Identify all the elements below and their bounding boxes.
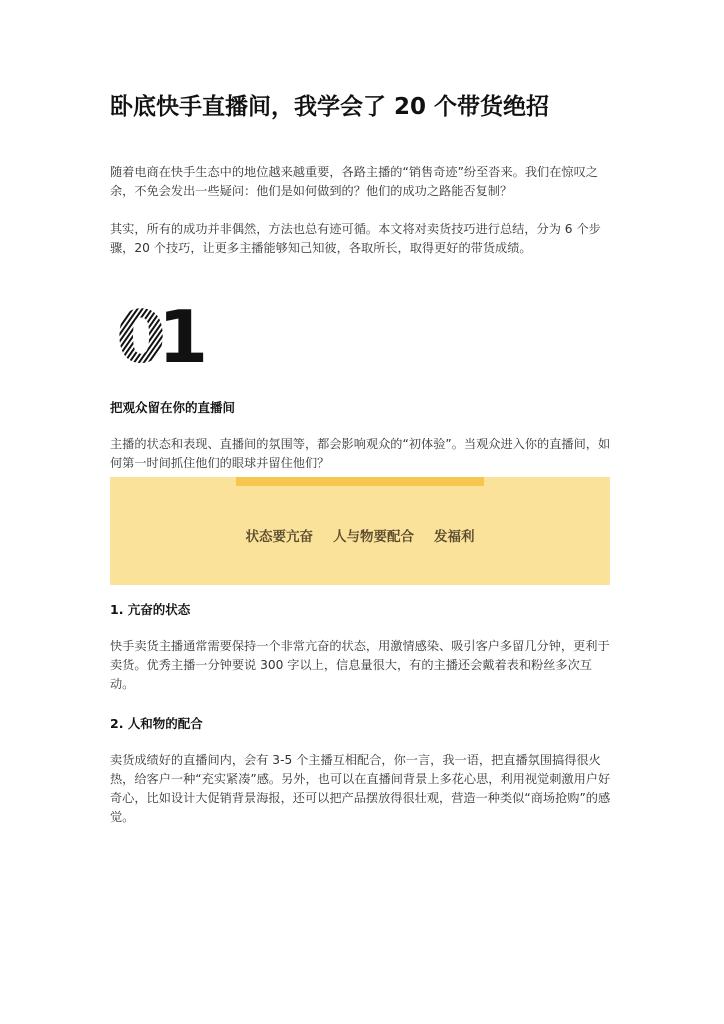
- banner-items: [110, 525, 610, 545]
- intro-paragraph-2: 其实，所有的成功并非偶然，方法也总有迹可循。本文将对卖货技巧进行总结，分为 6 个步骤，20 个技巧，让更多主播能够知己知彼，各取所长，取得更好的带货成绩。: [110, 222, 601, 255]
- section-heading: 把观众留在你的直播间: [110, 400, 236, 415]
- banner-item-2: 人与物要配合: [333, 529, 414, 545]
- tip-2-heading: 2. 人和物的配合: [110, 716, 203, 731]
- banner-stripe: [236, 477, 484, 486]
- banner-item-1: 状态要亢奋: [245, 529, 313, 545]
- section-intro: 主播的状态和表现、直播间的氛围等，都会影响观众的“初体验”。当观众进入你的直播间，如何第一时间抓住他们的眼球并留住他们？: [110, 437, 611, 470]
- article-title: 卧底快手直播间，我学会了 20 个带货绝招: [110, 94, 550, 120]
- section-number-01: [116, 295, 209, 379]
- section-number-graphic: [116, 295, 209, 379]
- tip-2-body: 卖货成绩好的直播间内，会有 3-5 个主播互相配合，你一言，我一语，把直播氛围搞得很火热，给客户一种“充实紧凑”感。另外，也可以在直播间背景上多花心思，利用视觉刺激用户好奇心，比如设计大促销背景海报，还可以把产品摆放得很壮观，营造一种类似“商场抢购”的感觉。: [110, 753, 611, 824]
- highlights-banner: [110, 477, 610, 585]
- banner-item-3: 发福利: [434, 529, 475, 545]
- intro-paragraph-1: 随着电商在快手生态中的地位越来越重要，各路主播的“销售奇迹”纷至沓来。我们在惊叹之余，不免会发出一些疑问：他们是如何做到的？他们的成功之路能否复制？: [110, 165, 598, 198]
- section-number-one: 1: [158, 295, 209, 379]
- tip-1-heading: 1. 亢奋的状态: [110, 602, 191, 617]
- tip-1-body: 快手卖货主播通常需要保持一个非常亢奋的状态，用激情感染、吸引客户多留几分钟，更利于卖货。优秀主播一分钟要说 300 字以上，信息量很大，有的主播还会戴着表和粉丝多次互动。: [110, 639, 610, 691]
- section-number-zero: 0: [116, 295, 167, 379]
